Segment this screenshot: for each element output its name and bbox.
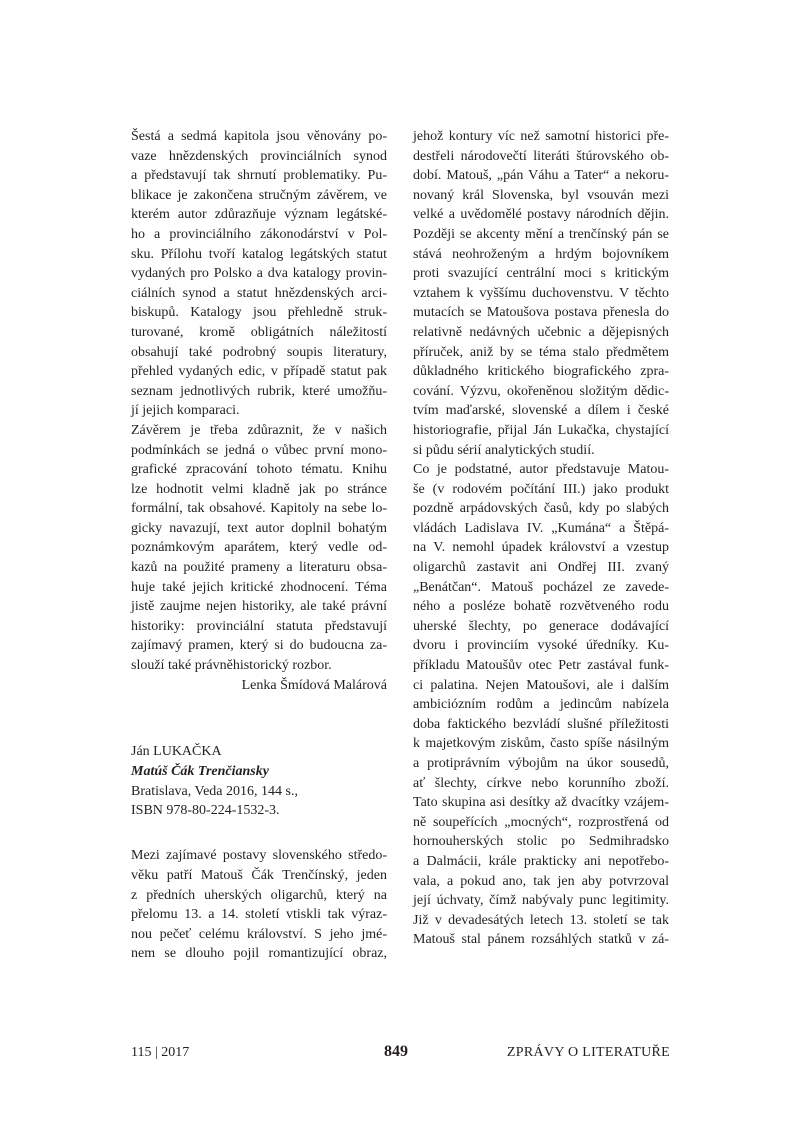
right-column — [413, 127, 669, 950]
text-line: historiografie, přijal Ján Lukačka, chystající — [413, 422, 669, 438]
text-line: jehož kontury víc než samotní historici pře- — [413, 129, 669, 144]
text-line: kterém autor zdůrazňuje význam legátské- — [131, 207, 387, 223]
text-line: vydaných pro Polsko a dva katalogy provin- — [131, 266, 387, 282]
text-line: ambiciózním rodům a jedincům nabízela — [413, 697, 669, 713]
text-line: důkladného kritického biografického zpra- — [413, 364, 669, 380]
text-line: Matouš stal pánem rozsáhlých statků v zá- — [413, 932, 669, 948]
text-line: Později se akcenty mění a trenčínský pán se — [413, 226, 669, 242]
text-line: proti svazující centrální moci s kritickým — [413, 266, 669, 282]
text-line: turované, kromě obligátních náležitostí — [131, 324, 387, 340]
text-line: z předních uherských oligarchů, který na — [131, 887, 387, 903]
text-line: nem se dlouho pojil romantizující obraz, — [131, 946, 387, 962]
text-line: „Benátčan“. Matouš pocházel ze zavede- — [413, 579, 669, 595]
text-line: dvoru i provinciím vysoké úředníky. Ku- — [413, 638, 669, 654]
text-line: a Dalmácii, krále prakticky ani nepotřebo- — [413, 853, 669, 869]
text-line: lze hodnotit velmi kladně jak po stránce — [131, 481, 387, 497]
text-line: velké a uvědomělé postavy národních dějin. — [413, 207, 669, 223]
text-line: vala, a pokud ano, tak jen aby potvrzoval — [413, 873, 669, 889]
text-line: jistě zaujme nejen historiky, ale také právní — [131, 599, 387, 615]
text-line: stává neohroženým a hrdým bojovníkem — [413, 246, 669, 262]
text-line: sku. Přílohu tvoří katalog legátských statut — [131, 246, 387, 262]
text-line: blikace je zakončena stručným závěrem, ve — [131, 187, 387, 203]
paragraph-matous-origins — [413, 460, 669, 950]
text-line: Již v devadesátých letech 13. století se tak — [413, 912, 669, 928]
text-line: Co je podstatné, autor představuje Matou- — [413, 462, 669, 478]
book-publisher: Bratislava, Veda 2016, 144 s., — [131, 783, 298, 799]
text-line: k majetkovým ziskům, často spíše násilným — [413, 736, 669, 752]
text-line: uherské šlechty, po generace dodávající — [413, 618, 669, 634]
text-line: hornouherských stolic po Sedmihradsko — [413, 834, 669, 850]
text-line: še (v rodovém počítání III.) jako produkt — [413, 481, 669, 497]
book-isbn: ISBN 978-80-224-1532-3. — [131, 803, 280, 819]
text-line: si půdu sérií analytických studií. — [413, 442, 595, 458]
paragraph-review-conclusion-1 — [131, 127, 387, 421]
text-line: slouží také právněhistorický rozbor. — [131, 658, 332, 674]
text-line: destřeli národovečtí literáti štúrovského ob- — [413, 148, 669, 164]
text-line: ciálních synod a statut hnězdenských arci- — [131, 285, 387, 301]
text-line: Mezi zajímavé postavy slovenského středo- — [131, 848, 387, 864]
book-title: Matúš Čák Trenčiansky — [131, 764, 269, 779]
issue-label: 115 | 2017 — [131, 1045, 190, 1060]
text-line: ně soupeřících „mocných“, rozprostřená od — [413, 814, 669, 830]
left-column — [131, 127, 387, 964]
text-line: obsahují také podrobný soupis literatury, — [131, 344, 387, 360]
text-line: kazů na použité prameny a literaturu obsa- — [131, 560, 387, 576]
text-line: vaze hnězdenských provinciálních synod — [131, 148, 387, 164]
text-line: huje také jejich kritické zhodnocení. Téma — [131, 579, 387, 595]
text-line: historiky: provinciální statuta představují — [131, 618, 387, 634]
paragraph-historiography — [413, 127, 669, 460]
text-line: cování. Výzvu, okořeněnou složitým dědic- — [413, 383, 669, 399]
text-line: jí jejich komparaci. — [131, 403, 240, 419]
text-line: nou pečeť celému království. S jeho jmé- — [131, 926, 387, 942]
text-line: ať šlechty, církve nebo korunního zboží. — [413, 775, 669, 791]
section-title: ZPRÁVY O LITERATUŘE — [506, 1045, 670, 1060]
text-line: podmínkách se jedná o vůbec první mono- — [131, 442, 387, 458]
text-line: a protiprávním výbojům na úkor sousedů, — [413, 756, 669, 771]
text-line: ného a posléze bohatě rozvětveného rodu — [413, 599, 669, 615]
text-line: Závěrem je třeba zdůraznit, že v našich — [131, 422, 387, 438]
text-line: biskupů. Katalogy jsou přehledně struk- — [131, 305, 387, 321]
text-line: vztahem k vyššímu duchovenstvu. V těchto — [413, 285, 669, 301]
book-author: Ján LUKAČKA — [131, 744, 222, 760]
text-line: dobí. Matouš, „pán Váhu a Tater“ a nekoru- — [413, 168, 669, 184]
text-line: relativně nedávných učebnic a dějepisných — [413, 324, 669, 340]
page-number: 849 — [384, 1043, 408, 1060]
text-line: formální, tak obsahové. Kapitoly na sebe lo- — [131, 501, 387, 517]
paragraph-new-review-intro — [131, 846, 387, 964]
text-line: její úchvaty, čímž nabývaly punc legitimity. — [413, 893, 669, 909]
text-line: doba faktického bezvládí slušné příležitosti — [413, 716, 669, 732]
text-line: gicky navazují, text autor doplnil bohatým — [131, 520, 387, 536]
text-line: přehled vydaných edic, v případě statut pak — [131, 364, 387, 380]
text-line: přelomu 13. a 14. století vtiskli tak výraz- — [131, 907, 387, 923]
text-line: poznámkovým aparátem, který vedle od- — [131, 540, 387, 556]
text-line: a představují tak shrnutí problematiky. Pu- — [131, 168, 387, 184]
text-line: Šestá a sedmá kapitola jsou věnovány po- — [131, 129, 387, 144]
text-line: oligarchů zastavit ani Ondřej III. zvaný — [413, 560, 669, 576]
text-line: vládách Ladislava IV. „Kumána“ a Štěpá- — [413, 520, 669, 536]
text-line: věku patří Matouš Čák Trenčínský, jeden — [131, 867, 387, 883]
text-line: tvím maďarské, slovenské a dílem i české — [413, 403, 669, 419]
text-line: seznam jednotlivých rubrik, které umožňu- — [131, 383, 387, 399]
text-line: Tato skupina asi desítky až dvacítky vzájem- — [413, 795, 669, 811]
paragraph-review-conclusion-2 — [131, 421, 387, 676]
text-line: ho a provinciálního zákonodárství v Pol- — [131, 226, 387, 242]
text-line: novaný král Slovenska, byl vsouván mezi — [413, 187, 669, 203]
text-line: na V. nemohl úpadek království a vzestup — [413, 540, 669, 556]
text-line: grafické zpracování tohoto tématu. Knihu — [131, 462, 387, 478]
reviewer-name: Lenka Šmídová Malárová — [241, 677, 387, 693]
text-line: mutacích se Matoušova postava přenesla do — [413, 305, 669, 321]
text-line: pozdně arpádovských časů, kdy po slabých — [413, 501, 669, 517]
text-line: příkladu Matoušův otec Petr zastával funk- — [413, 658, 669, 674]
text-line: ci palatina. Nejen Matoušovi, ale i dalším — [413, 677, 669, 693]
text-line: zajímavý pramen, který si do budoucna za- — [131, 638, 387, 654]
text-line: příruček, aniž by se téma stalo předmětem — [413, 344, 669, 360]
